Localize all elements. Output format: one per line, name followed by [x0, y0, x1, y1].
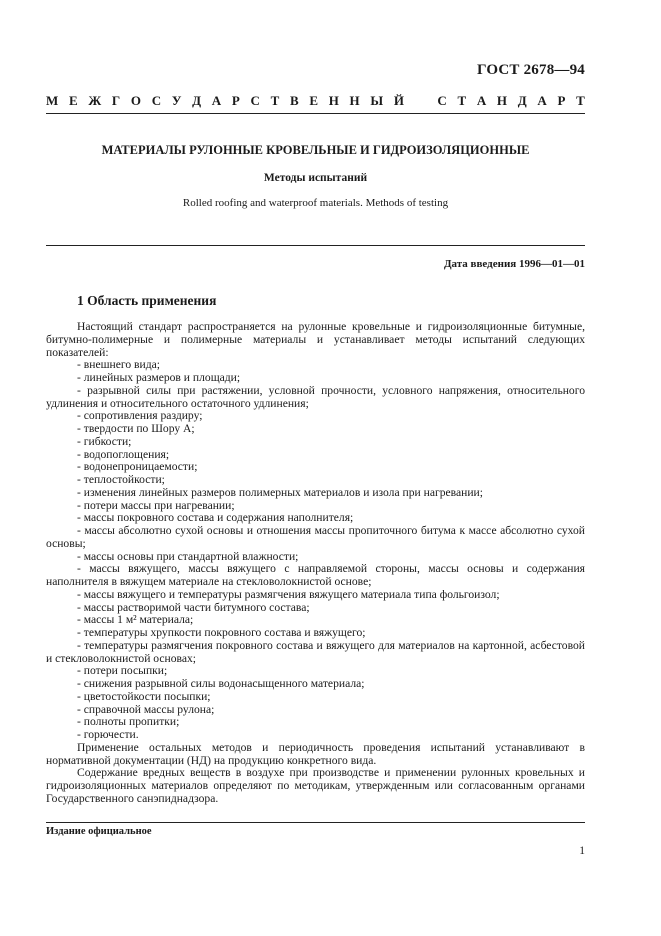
list-item: - снижения разрывной силы водонасыщенного материала;: [77, 677, 365, 690]
list-item: - теплостойкости;: [77, 473, 165, 486]
banner-letter: Т: [457, 93, 467, 108]
introduction-date: Дата введения 1996—01—01: [443, 258, 585, 270]
banner-letter: Ж: [88, 93, 102, 108]
list-item: - массы покровного состава и содержания наполнителя;: [77, 511, 354, 525]
banner-letter: Н: [349, 93, 360, 108]
list-item: - справочной массы рулона;: [77, 702, 215, 716]
list-item: - водопоглощения;: [77, 447, 170, 461]
banner-letter: Н: [496, 93, 508, 108]
paragraph-harmful-substances: Содержание вредных веществ в воздухе при производстве и применении рулонных кровельных и гидроизоляционных материалов определяют по методикам, утвержденным или согласованным органами Государственного санэпиднадзора.: [46, 766, 585, 805]
list-item: - массы вяжущего и температуры размягчения вяжущего материала типа фольгоизол;: [77, 587, 500, 601]
edition-note: Издание официальное: [46, 826, 152, 837]
banner-letter: А: [476, 93, 487, 108]
banner-letter: О: [130, 93, 142, 108]
list-item: - температуры размягчения покровного состава и вяжущего для материалов на картонной, асбестовой и стекловолокнистой основах;: [46, 638, 585, 665]
document-title-english: Rolled roofing and waterproof materials. Methods of testing: [182, 197, 449, 209]
document-title: МАТЕРИАЛЫ РУЛОННЫЕ КРОВЕЛЬНЫЕ И ГИДРОИЗОЛЯЦИОННЫЕ: [101, 143, 530, 157]
banner-letter: С: [250, 93, 260, 108]
banner-letter: Г: [111, 93, 121, 108]
list-item: - массы вяжущего, массы вяжущего с направляемой стороны, массы основы и содержания наполнителя в вяжущем материале на стекловолокнистой основе;: [46, 562, 585, 588]
top-rule: [46, 113, 585, 114]
footer-rule: [46, 822, 585, 823]
list-item: - внешнего вида;: [77, 358, 160, 372]
list-item: - температуры хрупкости покровного состава и вяжущего;: [77, 626, 366, 639]
paragraph-methods: Применение остальных методов и периодичность проведения испытаний устанавливают в нормативной документации (НД) на продукцию конкретного вида.: [46, 740, 585, 767]
banner-letter: А: [537, 93, 547, 108]
list-item: - линейных размеров и площади;: [77, 371, 241, 384]
banner-letter: Д: [517, 93, 527, 108]
interstate-standard-banner: [46, 93, 585, 109]
list-item: - разрывной силы при растяжении, условной прочности, условного напряжения, относительного удлинения и относительного остаточного удлинения;: [46, 383, 585, 410]
banner-letter: Р: [231, 93, 240, 108]
list-item: - полноты пропитки;: [77, 715, 180, 729]
list-item: - изменения линейных размеров полимерных материалов и изола при нагревании;: [77, 485, 483, 499]
document-subtitle: Методы испытаний: [263, 172, 368, 184]
banner-letter: Й: [393, 93, 404, 108]
list-item: - горючести.: [77, 728, 139, 741]
list-item: - водонепроницаемости;: [77, 460, 198, 474]
banner-letter: Е: [309, 93, 318, 108]
banner-letter: Т: [270, 93, 280, 108]
list-item: - массы основы при стандартной влажности;: [77, 549, 299, 563]
banner-letter: Т: [576, 93, 585, 108]
list-item: - гибкости;: [77, 434, 132, 448]
banner-letter: Р: [557, 93, 566, 108]
banner-letter: В: [289, 93, 299, 108]
banner-gap: [415, 93, 427, 109]
page-number: 1: [579, 845, 585, 857]
section-body: [46, 321, 585, 806]
banner-letter: У: [171, 93, 182, 108]
title-rule: [46, 245, 585, 246]
list-item: - потери посыпки;: [77, 664, 168, 678]
banner-letter: М: [46, 93, 59, 108]
list-item: - потери массы при нагревании;: [77, 498, 235, 512]
banner-letter: С: [151, 93, 162, 108]
banner-letter: Е: [68, 93, 78, 108]
list-item: - массы растворимой части битумного состава;: [77, 600, 310, 614]
banner-letter: А: [211, 93, 222, 108]
intro-paragraph: Настоящий стандарт распространяется на рулонные кровельные и гидроизоляционные битумные, битумно-полимерные и полимерные материалы и устанавливает методы испытаний следующих показателей:: [46, 320, 585, 359]
gost-number: ГОСТ 2678—94: [476, 62, 585, 78]
section-heading: 1 Область применения: [77, 293, 217, 308]
banner-letter: Ы: [370, 93, 384, 108]
banner-letter: С: [437, 93, 447, 108]
list-item: - сопротивления раздиру;: [77, 409, 203, 423]
list-item: - массы 1 м² материала;: [77, 613, 194, 627]
banner-letter: Н: [328, 93, 339, 108]
list-item: - цветостойкости посыпки;: [77, 689, 211, 703]
list-item: - массы абсолютно сухой основы и отношения массы пропиточного битума к массе абсолютно сухой основы;: [46, 524, 585, 550]
list-item: - твердости по Шору А;: [77, 422, 195, 435]
banner-letter: Д: [192, 93, 202, 108]
indicator-list: [46, 359, 585, 742]
